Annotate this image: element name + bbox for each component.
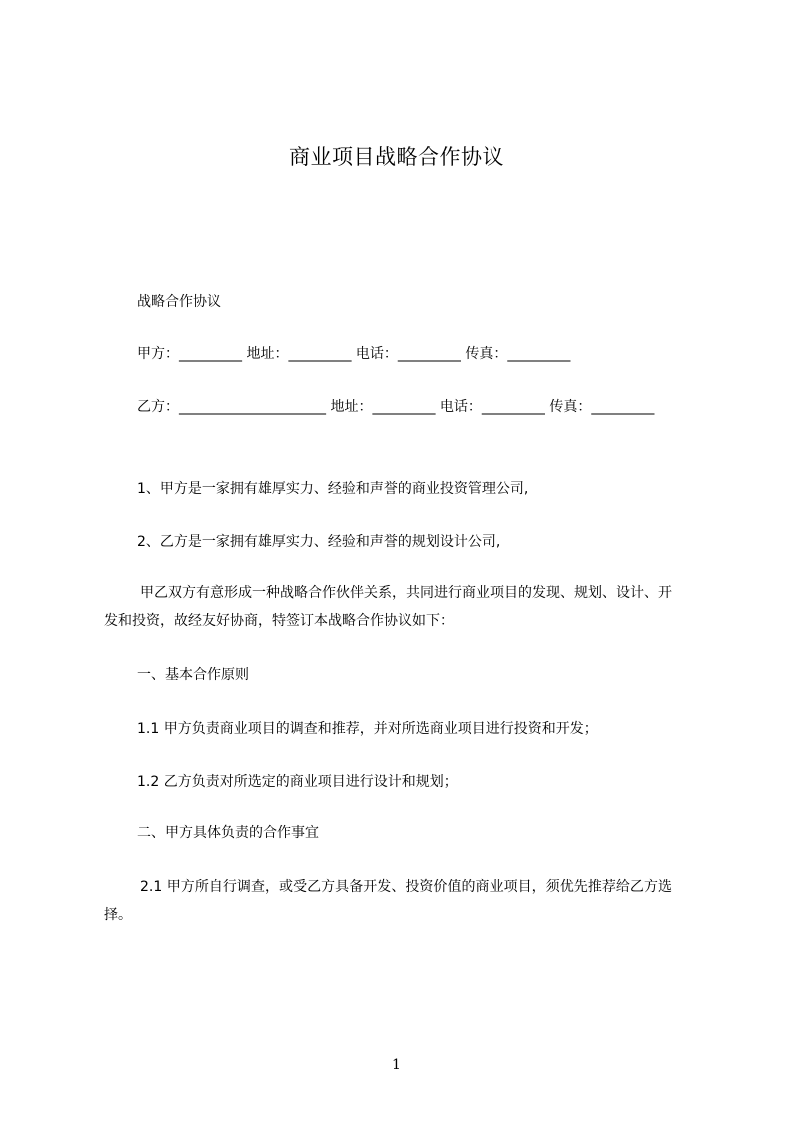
recital-2: 2、乙方是一家拥有雄厚实力、经验和声誉的规划设计公司, bbox=[137, 534, 501, 550]
intro-paragraph: 甲乙双方有意形成一种战略合作伙伴关系，共同进行商业项目的发现、规划、设计、开发和投资，故经友好协商，特签订本战略合作协议如下： bbox=[104, 585, 672, 629]
document-subtitle: 战略合作协议 bbox=[137, 294, 221, 310]
party-a-line: 甲方：_________ 地址：_________ 电话：_________ 传真：_________ bbox=[137, 346, 571, 362]
section-2-heading: 二、甲方具体负责的合作事宜 bbox=[137, 825, 319, 841]
recital-1: 1、甲方是一家拥有雄厚实力、经验和声誉的商业投资管理公司, bbox=[137, 481, 529, 497]
party-b-line: 乙方：_____________________ 地址：_________ 电话：_________ 传真：_________ bbox=[137, 399, 655, 415]
page-number: 1 bbox=[392, 1057, 401, 1073]
clause-1-2: 1.2 乙方负责对所选定的商业项目进行设计和规划； bbox=[137, 774, 458, 790]
document-title: 商业项目战略合作协议 bbox=[289, 145, 504, 169]
clause-1-1: 1.1 甲方负责商业项目的调查和推荐，并对所选商业项目进行投资和开发； bbox=[137, 721, 598, 737]
section-1-heading: 一、基本合作原则 bbox=[137, 667, 249, 683]
clause-2-1: 2.1 甲方所自行调查，或受乙方具备开发、投资价值的商业项目，须优先推荐给乙方选择。 bbox=[104, 879, 672, 923]
